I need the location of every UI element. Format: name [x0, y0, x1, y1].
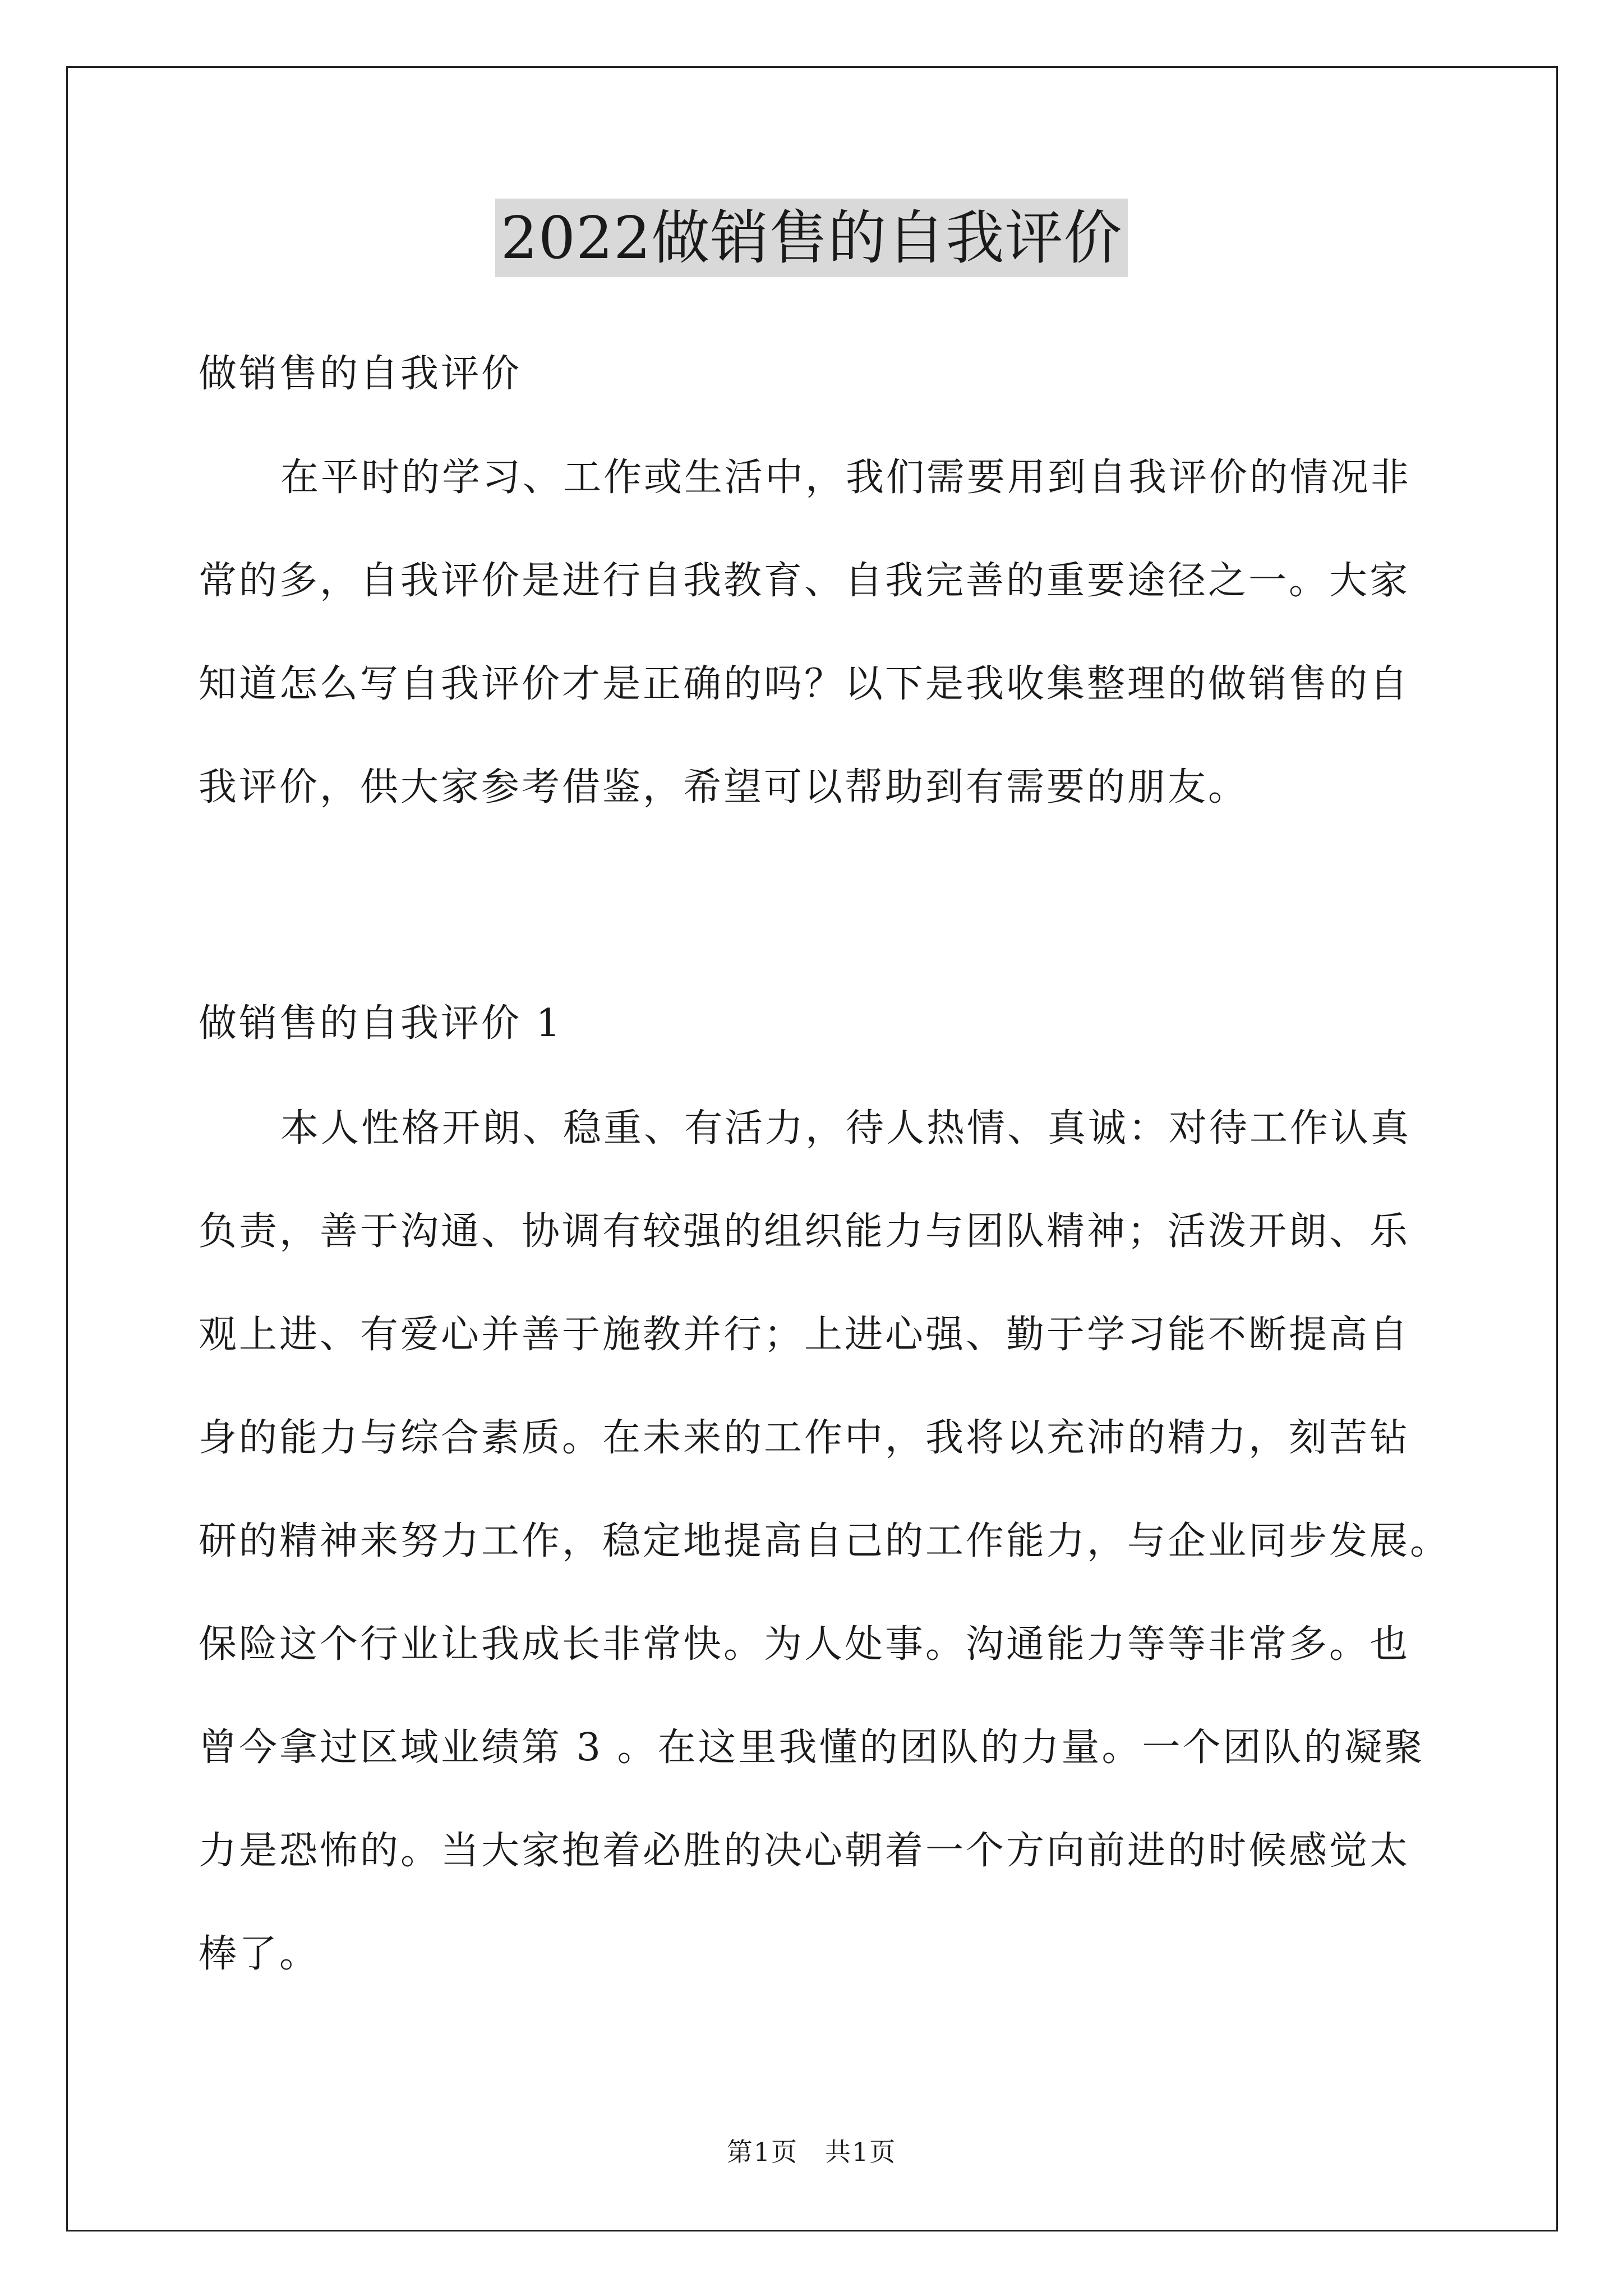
intro-line: 常的多，自我评价是进行自我教育、自我完善的重要途径之一。大家 — [199, 559, 1410, 603]
section-line: 负责，善于沟通、协调有较强的组织能力与团队精神；活泼开朗、乐 — [199, 1209, 1410, 1254]
document-subtitle: 做销售的自我评价 — [199, 352, 522, 396]
section-line: 力是恐怖的。当大家抱着必胜的决心朝着一个方向前进的时候感觉太 — [199, 1829, 1410, 1873]
section-line: 曾今拿过区域业绩第 3 。在这里我懂的团队的力量。一个团队的凝聚 — [199, 1726, 1425, 1770]
section-line: 本人性格开朗、稳重、有活力，待人热情、真诚：对待工作认真 — [280, 1106, 1412, 1151]
intro-paragraph — [199, 426, 1449, 839]
section-line: 保险这个行业让我成长非常快。为人处事。沟通能力等等非常多。也 — [199, 1622, 1410, 1667]
section-line: 观上进、有爱心并善于施教并行；上进心强、勤于学习能不断提高自 — [199, 1313, 1410, 1357]
section-paragraph — [199, 1077, 1449, 2006]
section-line: 研的精神来努力工作，稳定地提高自己的工作能力，与企业同步发展。 — [199, 1519, 1451, 1563]
intro-line: 知道怎么写自我评价才是正确的吗？以下是我收集整理的做销售的自 — [199, 662, 1410, 706]
document-title: 2022做销售的自我评价 — [495, 199, 1128, 277]
section-heading: 做销售的自我评价 1 — [199, 1001, 562, 1046]
section-line: 棒了。 — [199, 1932, 320, 1976]
intro-line: 我评价，供大家参考借鉴，希望可以帮助到有需要的朋友。 — [199, 765, 1249, 809]
page-footer: 第1页 共1页 — [726, 2137, 897, 2167]
section-line: 身的能力与综合素质。在未来的工作中，我将以充沛的精力，刻苦钻 — [199, 1416, 1410, 1460]
intro-line: 在平时的学习、工作或生活中，我们需要用到自我评价的情况非 — [280, 455, 1412, 500]
title-container — [0, 199, 1623, 277]
